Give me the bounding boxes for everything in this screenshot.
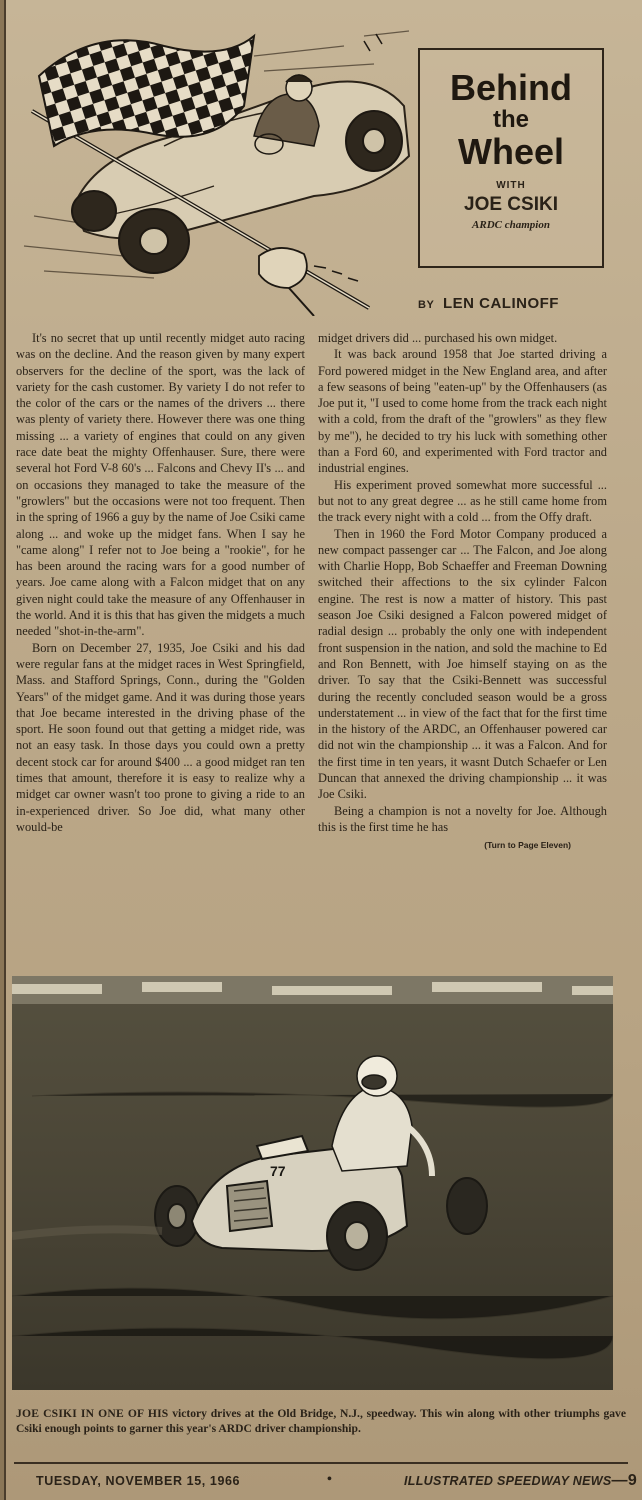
car-number: 77	[270, 1163, 286, 1179]
article-column-right	[318, 330, 607, 854]
byline-author: LEN CALINOFF	[442, 295, 559, 312]
footer-date: TUESDAY, NOVEMBER 15, 1966	[36, 1474, 241, 1488]
footer-publication	[404, 1472, 637, 1490]
title-with: WITH	[496, 180, 526, 191]
racing-illustration	[14, 16, 434, 316]
article-paragraph: Being a champion is not a novelty for Joe. Although this is the first time he has	[318, 803, 607, 834]
caption-text: victory drives at the Old Bridge, N.J., speedway. This win along with other triumphs gave Csiki enough points to garner this year's ARDC driver championship.	[16, 1407, 626, 1435]
publication-name: ILLUSTRATED SPEEDWAY NEWS	[404, 1474, 612, 1488]
column-rule	[4, 0, 6, 1500]
race-photo	[12, 976, 613, 1390]
article-paragraph: midget drivers did ... purchased his own midget.	[318, 331, 558, 345]
column-title-box	[418, 48, 604, 268]
page-number: —9	[611, 1472, 638, 1489]
article-paragraph: Then in 1960 the Ford Motor Company produced a new compact passenger car ... The Falcon, and Joe along with Charlie Hopp, Bob Schaeffer and Freeman Downing switched their affections to the six cylinder Falcon engine. The rest is now a matter of history. This past season Joe Csiki designed a Falcon powered midget of radial design ... probably the only one with independent front suspension in the nation, and sold the machine to Ed and Ron Bennett, with Joe himself staying on as the driver. To say that the Csiki-Bennett was successful during the recently concluded season would be a gross understatement ... in view of the fact that for the first time in the history of the ARDC, an Offenhauser powered car did not win the championship ... it was a Falcon. And for the first time in ten years, it wasnt Dutch Schaefer or Len Duncan that annexed the driving championship ... it was Joe Csiki.	[318, 526, 607, 802]
article-paragraph: His experiment proved somewhat more successful ... but not to any great degree ... as he still came home from the track every night with a cold ... from the Offy draft.	[318, 477, 607, 525]
race-photo-image	[12, 976, 613, 1390]
article-paragraph: It's no secret that up until recently midget auto racing was on the decline. And the reason given by many expert observers for the decline of the sport, was the lack of variety for the cash customer. By variety I do not refer to the color of the cars or the names of the drivers ... there was plenty of variety there. However there was one thing missing ... a variety of engines that could on any given race date beat the mighty Offenhauser. Sure, there were several hot Ford V-8 60's ... Falcons and Chevy II's ... and on occasions they managed to take the measure of the "growlers" but the occasions were not too frequent. Then in the spring of 1966 a guy by the name of Joe Csiki came along ... and woke up the midget fans. When I say he "came along" I refer not to Joe being a "rookie", for he has been around the racing wars for a good number of years. Joe came along with a Falcon midget that on any given night could take the measure of any Offenhauser in the world. And it is this that has given the midgets a much needed "shot-in-the-arm".	[16, 331, 305, 639]
byline-by: BY	[418, 299, 435, 311]
article-column-left	[16, 330, 305, 835]
footer-bullet: •	[327, 1472, 332, 1487]
title-behind: Behind	[450, 67, 572, 108]
byline	[418, 295, 559, 312]
title-subtitle: ARDC champion	[472, 219, 550, 231]
photo-caption	[16, 1406, 626, 1436]
continuation-note: (Turn to Page Eleven)	[484, 840, 571, 851]
title-the: the	[493, 106, 529, 133]
article-paragraph: It was back around 1958 that Joe started driving a Ford powered midget in the New England area, and after a few seasons of being "eaten-up" by the Offenhausers (as Joe put it, "I used to come home from the track each night with a cold, from the draft of the "growlers" as they flew by me"), he decided to try his luck with something other than a Ford 60, and experimented with Ford tractor and industrial engines.	[318, 347, 607, 476]
article-paragraph: Born on December 27, 1935, Joe Csiki and his dad were regular fans at the midget races in West Springfield, Mass. and Stafford Springs, Conn., during the "Golden Years" of the midget game. And it was during those years that Joe became interested in the driving phase of the sport. He soon found out that getting a midget ride, was not an easy task. In those days you could own a pretty decent stock car for around $400 ... a good midget ran ten times that amount, therefore it is easy to realize why a midget car owner wasn't too prone to giving a ride to an in-experienced driver. So Joe did, what many other would-be	[16, 640, 305, 834]
caption-lead: JOE CSIKI IN ONE OF HIS	[16, 1407, 169, 1420]
title-driver-name: JOE CSIKI	[464, 194, 558, 215]
title-wheel: Wheel	[457, 131, 564, 172]
footer-rule	[14, 1462, 628, 1464]
